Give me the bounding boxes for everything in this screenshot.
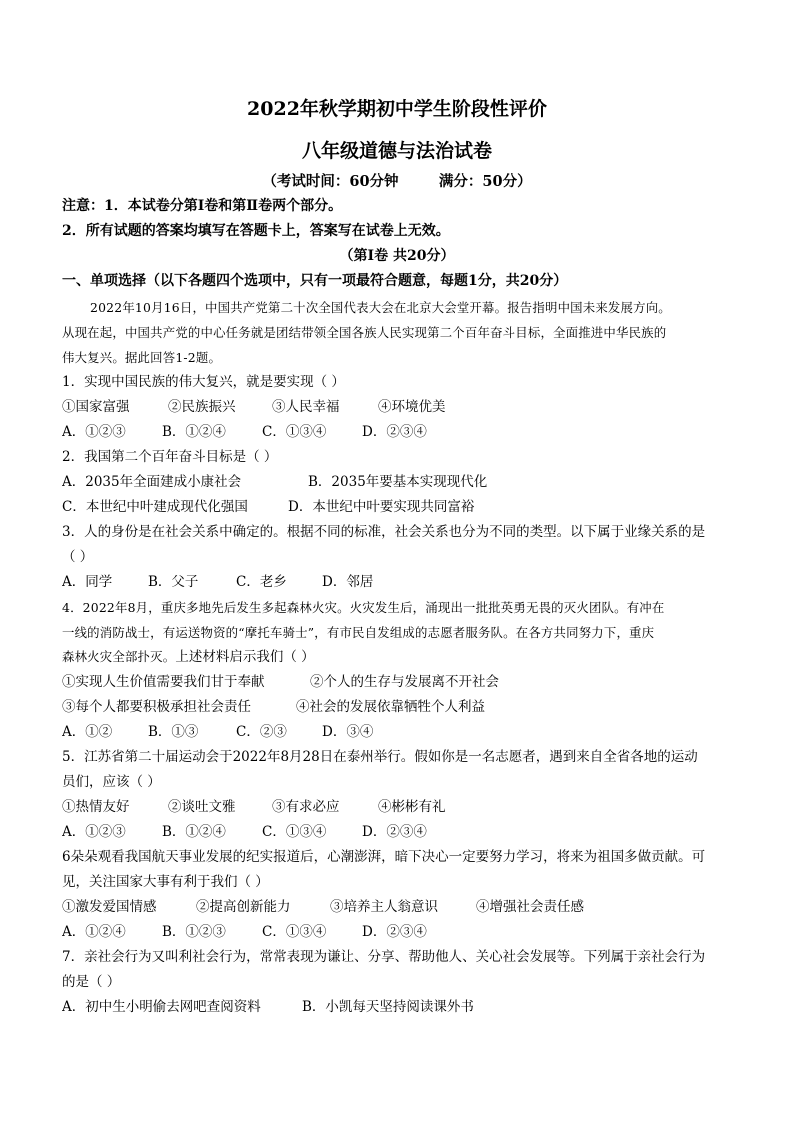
q4-items-34 bbox=[62, 697, 752, 717]
q6-option: C．①③④ bbox=[262, 924, 327, 940]
q7-option-b: B．小凯每天坚持阅读课外书 bbox=[302, 999, 474, 1015]
q4-line-1: 4．2022年8月，重庆多地先后发生多起森林火灾。火灾发生后，涌现出一批批英勇无畏的灭火团队。有冲在 bbox=[62, 600, 665, 615]
q6-option: A．①②④ bbox=[62, 924, 126, 940]
q3-option: D．邻居 bbox=[322, 574, 374, 590]
q6-item: ②提高创新能力 bbox=[196, 899, 291, 915]
q5-item: ④彬彬有礼 bbox=[378, 799, 446, 815]
exam-subtitle: 八年级道德与法治试卷 bbox=[301, 140, 492, 162]
q5-option: C．①③④ bbox=[262, 824, 327, 840]
note-2: 2．所有试题的答案均填写在答题卡上，答案写在试卷上无效。 bbox=[62, 223, 450, 239]
q3-option: A．同学 bbox=[62, 574, 113, 590]
q5-option: D．②③④ bbox=[362, 824, 427, 840]
q4-line-2: 一线的消防战士，有运送物资的“摩托车骑士”，有市民自发组成的志愿者服务队。在各方共同努力下，重庆 bbox=[62, 625, 655, 640]
q4-line-3a: 森林火灾全部扑灭。 bbox=[62, 649, 176, 664]
q1-items bbox=[62, 397, 752, 417]
q2-option-d: D．本世纪中叶要实现共同富裕 bbox=[288, 499, 475, 515]
q1-options bbox=[62, 422, 752, 442]
q5-stem-2: 员们，应该（ ） bbox=[62, 774, 161, 790]
q6-options bbox=[62, 922, 752, 942]
q7-option-a: A．初中生小明偷去网吧查阅资料 bbox=[62, 999, 261, 1015]
q2-option-b: B．2035年要基本实现现代化 bbox=[308, 474, 488, 490]
q6-item: ④增强社会责任感 bbox=[476, 899, 584, 915]
q2-stem: 2．我国第二个百年奋斗目标是（ ） bbox=[62, 449, 278, 465]
q7-options-ab bbox=[62, 997, 752, 1017]
q1-option: B．①②④ bbox=[162, 424, 226, 440]
q2-option-c: C．本世纪中叶建成现代化强国 bbox=[62, 499, 248, 515]
section-heading: 一、单项选择（以下各题四个选项中，只有一项最符合题意，每题1分，共20分） bbox=[62, 273, 568, 289]
q1-option: C．①③④ bbox=[262, 424, 327, 440]
q5-item: ②谈吐文雅 bbox=[168, 799, 236, 815]
q6-option: B．①②③ bbox=[162, 924, 226, 940]
q7-stem-1: 7．亲社会行为又叫利社会行为，常常表现为谦让、分享、帮助他人、关心社会发展等。下列属于亲社会行为 bbox=[62, 949, 706, 965]
q4-options bbox=[62, 722, 752, 742]
q4-option: A．①② bbox=[62, 724, 113, 740]
q5-option: B．①②④ bbox=[162, 824, 226, 840]
q6-option: D．②③④ bbox=[362, 924, 427, 940]
q4-line-3b: 上述材料启示我们（ ） bbox=[175, 649, 315, 665]
q2-option-a: A．2035年全面建成小康社会 bbox=[62, 474, 242, 490]
q4-items-12 bbox=[62, 672, 752, 692]
q4-item-1: ①实现人生价值需要我们甘于奉献 bbox=[62, 674, 265, 690]
q4-item-2: ②个人的生存与发展离不开社会 bbox=[310, 674, 499, 690]
q3-options bbox=[62, 572, 752, 592]
q1-item: ④环境优美 bbox=[378, 399, 446, 415]
q5-item: ①热情友好 bbox=[62, 799, 130, 815]
q6-stem-2: 见，关注国家大事有利于我们（ ） bbox=[62, 874, 269, 890]
q1-item: ②民族振兴 bbox=[168, 399, 236, 415]
q4-option: B．①③ bbox=[148, 724, 199, 740]
q1-option: D．②③④ bbox=[362, 424, 427, 440]
q3-stem-1: 3．人的身份是在社会关系中确定的。根据不同的标准，社会关系也分为不同的类型。以下属于业缘关系的是 bbox=[62, 524, 706, 540]
q3-stem-2: （ ） bbox=[62, 549, 94, 565]
q1-stem: 1．实现中国民族的伟大复兴，就是要实现（ ） bbox=[62, 374, 345, 390]
q1-item: ③人民幸福 bbox=[272, 399, 340, 415]
q4-line-3 bbox=[62, 647, 752, 667]
exam-info: （考试时间：60分钟 满分：50分） bbox=[262, 173, 532, 190]
q4-item-3: ③每个人都要积极承担社会责任 bbox=[62, 699, 251, 715]
passage-line-1: 2022年10月16日，中国共产党第二十次全国代表大会在北京大会堂开幕。报告指明中国未来发展方向。 bbox=[90, 300, 671, 315]
q5-items bbox=[62, 797, 752, 817]
q4-item-4: ④社会的发展依靠牺牲个人利益 bbox=[296, 699, 485, 715]
passage-line-3: 伟大复兴。据此回答1-2题。 bbox=[62, 350, 222, 365]
q5-option: A．①②③ bbox=[62, 824, 126, 840]
q1-item: ①国家富强 bbox=[62, 399, 130, 415]
q4-option: D．③④ bbox=[322, 724, 374, 740]
q5-stem-1: 5．江苏省第二十届运动会于2022年8月28日在泰州举行。假如你是一名志愿者，遇到来自全省各地的运动 bbox=[62, 749, 698, 765]
note-1: 注意：1．本试卷分第Ⅰ卷和第Ⅱ卷两个部分。 bbox=[62, 198, 343, 214]
q1-option: A．①②③ bbox=[62, 424, 126, 440]
passage-line-2: 从现在起，中国共产党的中心任务就是团结带领全国各族人民实现第二个百年奋斗目标，全面推进中华民族的 bbox=[62, 325, 667, 340]
q7-stem-2: 的是（ ） bbox=[62, 974, 121, 990]
q6-item: ①激发爱国情感 bbox=[62, 899, 157, 915]
q5-item: ③有求必应 bbox=[272, 799, 340, 815]
q2-options-ab bbox=[62, 472, 752, 492]
q5-options bbox=[62, 822, 752, 842]
q6-stem-1: 6朵朵观看我国航天事业发展的纪实报道后，心潮澎湃，暗下决心一定要努力学习，将来为祖国多做贡献。可 bbox=[62, 849, 706, 865]
q3-option: C．老乡 bbox=[236, 574, 287, 590]
part1-heading: （第Ⅰ卷 共20分） bbox=[339, 248, 455, 264]
exam-title: 2022年秋学期初中学生阶段性评价 bbox=[247, 98, 547, 120]
q3-option: B．父子 bbox=[148, 574, 199, 590]
q6-items bbox=[62, 897, 752, 917]
q2-options-cd bbox=[62, 497, 752, 517]
q4-option: C．②③ bbox=[236, 724, 287, 740]
q6-item: ③培养主人翁意识 bbox=[330, 899, 438, 915]
